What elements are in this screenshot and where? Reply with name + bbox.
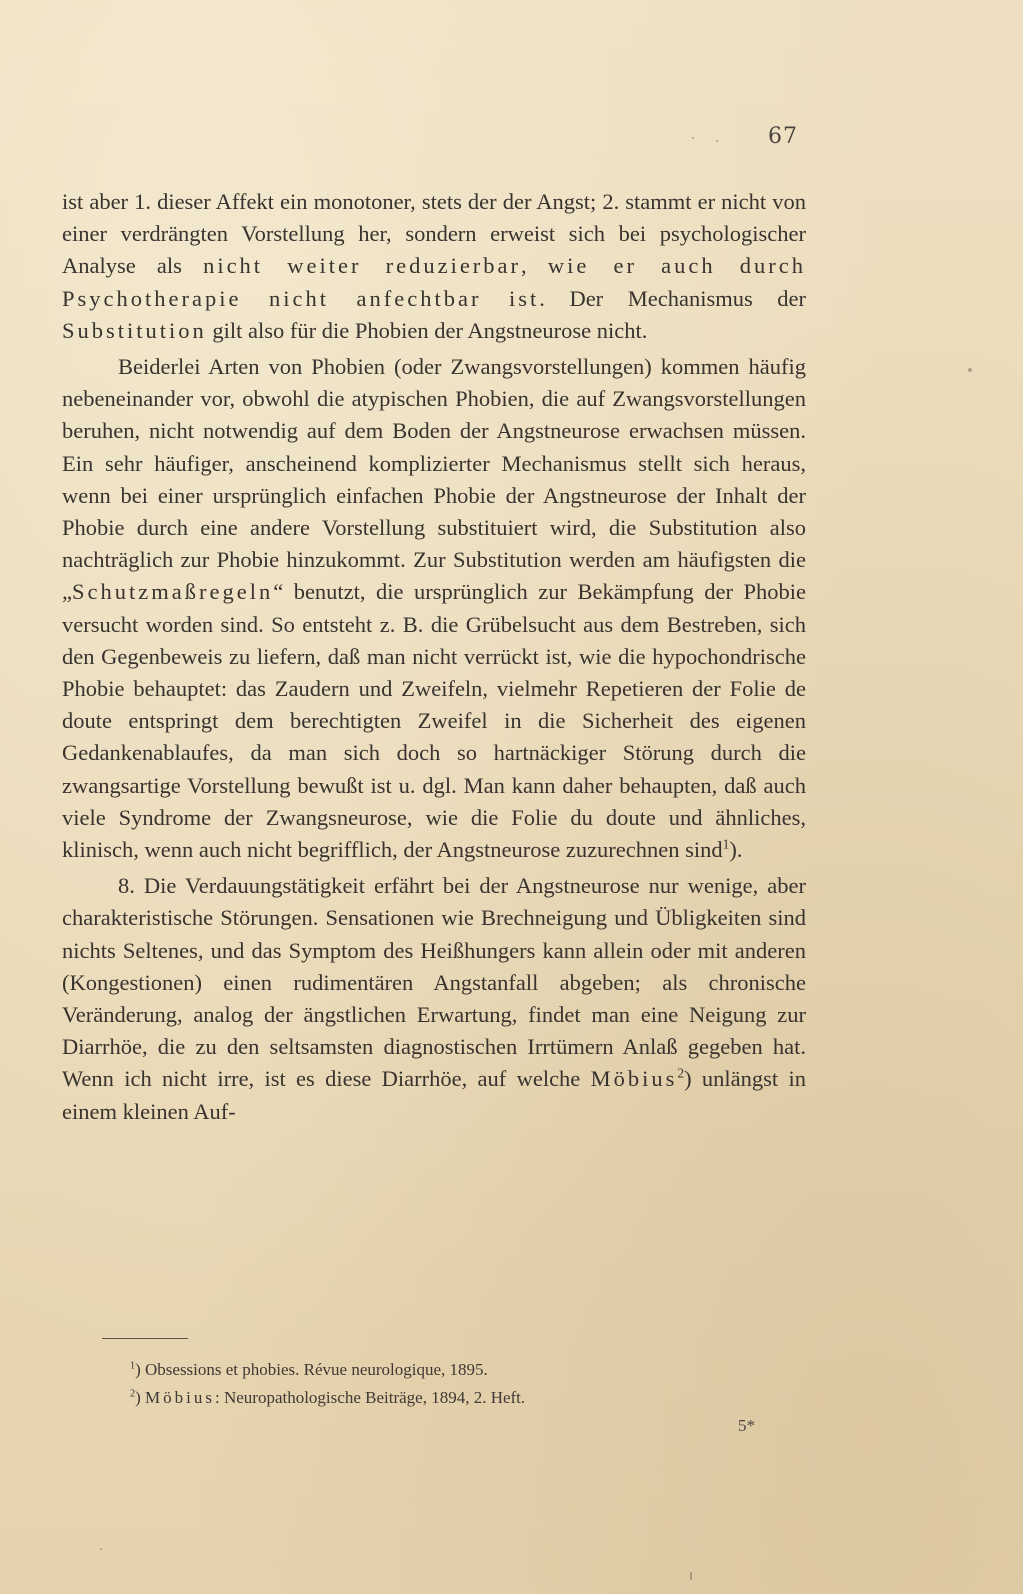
emphasis-spaced: Schutzmaßregeln	[72, 579, 274, 605]
emphasis-spaced: nicht weiter reduzierbar	[203, 253, 522, 279]
emphasis-spaced: wie er auch durch Psychotherapie nicht anfechtbar ist	[62, 253, 806, 311]
text-run: Beiderlei Arten von Phobien (oder Zwangsvorstellungen) kommen häufig nebeneinander vor, obwohl die atypischen Phobien, die auf Zwangsvorstellungen beruhen, nicht notwendig auf dem Boden der Angstneurose erwachsen müssen. Ein sehr häufiger, anscheinend komplizierter Mechanismus stellt sich heraus, wenn bei einer ursprünglich einfachen Phobie der Angstneurose der Inhalt der Phobie durch eine andere Vorstellung substituiert wird, die Substitution also nachträglich zur Phobie hinzukommt. Zur Substitution werden am häufigsten die „	[62, 354, 806, 605]
text-run: 8. Die Verdauungstätigkeit erfährt bei der Angstneurose nur wenige, aber charakteristische Störungen. Sensationen wie Brechneigung und Übligkeiten sind nichts Seltenes, und das Symptom des Heißhungers kann allein oder mit anderen (Kongestionen) einen rudimentären Angstanfall abgeben; als chronische Veränderung, analog der ängstlichen Erwartung, findet man eine Neigung zur Diarrhöe, die zu den seltsamsten diagnostischen Irrtümern Anlaß gegeben hat. Wenn ich nicht irre, ist es diese Diarrhöe, auf welche	[62, 873, 806, 1092]
footnote-text: )	[135, 1388, 146, 1407]
footnote-ref: 1	[722, 836, 730, 852]
text-run: ).	[729, 837, 743, 863]
body-text	[62, 186, 806, 1128]
paper-speck	[692, 137, 694, 139]
paragraph-1	[62, 186, 806, 347]
footnote-mark: 1	[130, 1360, 136, 1372]
emphasis-spaced: Substitution	[62, 317, 207, 343]
signature-mark: 5*	[738, 1416, 755, 1435]
footnote-1	[130, 1356, 770, 1384]
paper-speck	[100, 1548, 102, 1550]
emphasis-spaced: Möbius	[145, 1388, 215, 1407]
paragraph-2	[62, 351, 806, 866]
footnote-ref: 2	[677, 1065, 685, 1081]
paper-speck	[968, 368, 972, 372]
paper-speck	[716, 140, 718, 142]
footnote-2	[130, 1384, 770, 1412]
text-run: “ benutzt, die ursprünglich zur Bekämpfung der Phobie versucht worden sind. So entsteht z. B. die Grübelsucht aus dem Bestreben, sich den Gegenbeweis zu liefern, daß man nicht verrückt ist, wie die hypochondrische Phobie behauptet: das Zaudern und Zweifeln, vielmehr Repetieren der Folie de doute entspringt dem berechtigten Zweifel in die Sicherheit des eigenen Gedankenablaufes, da man sich doch so hartnäckiger Störung durch die zwangsartige Vorstellung bewußt ist u. dgl. Man kann daher behaupten, daß auch viele Syndrome der Zwangsneurose, wie die Folie du doute und ähnliches, klinisch, wenn auch nicht begrifflich, der Angstneurose zuzurechnen sind	[62, 579, 806, 863]
paper-speck	[690, 1572, 692, 1580]
footnote-text: : Neuropathologische Beiträge, 1894, 2. Heft.	[214, 1388, 526, 1407]
text-run: gilt also für die Phobien der Angstneurose nicht.	[206, 317, 648, 343]
paragraph-3	[62, 870, 806, 1128]
emphasis-spaced: Möbius	[590, 1066, 678, 1092]
text-run: . Der Mechanismus der	[539, 285, 806, 311]
footnote-text: ) Obsessions et phobies. Révue neurologique, 1895.	[135, 1360, 488, 1379]
text-run: ,	[521, 253, 548, 279]
footnote-divider	[102, 1338, 188, 1339]
footnotes	[130, 1356, 770, 1412]
page-number: 67	[768, 124, 798, 149]
text-run: ist aber 1. dieser Affekt ein monotoner, stets der der Angst; 2. stammt er nicht von einer verdrängten Vorstellung her, sondern erweist sich bei psychologischer Analyse als	[62, 189, 806, 279]
footnote-mark: 2	[130, 1388, 136, 1400]
text-run: ) unlängst in einem kleinen Auf-	[62, 1066, 806, 1124]
